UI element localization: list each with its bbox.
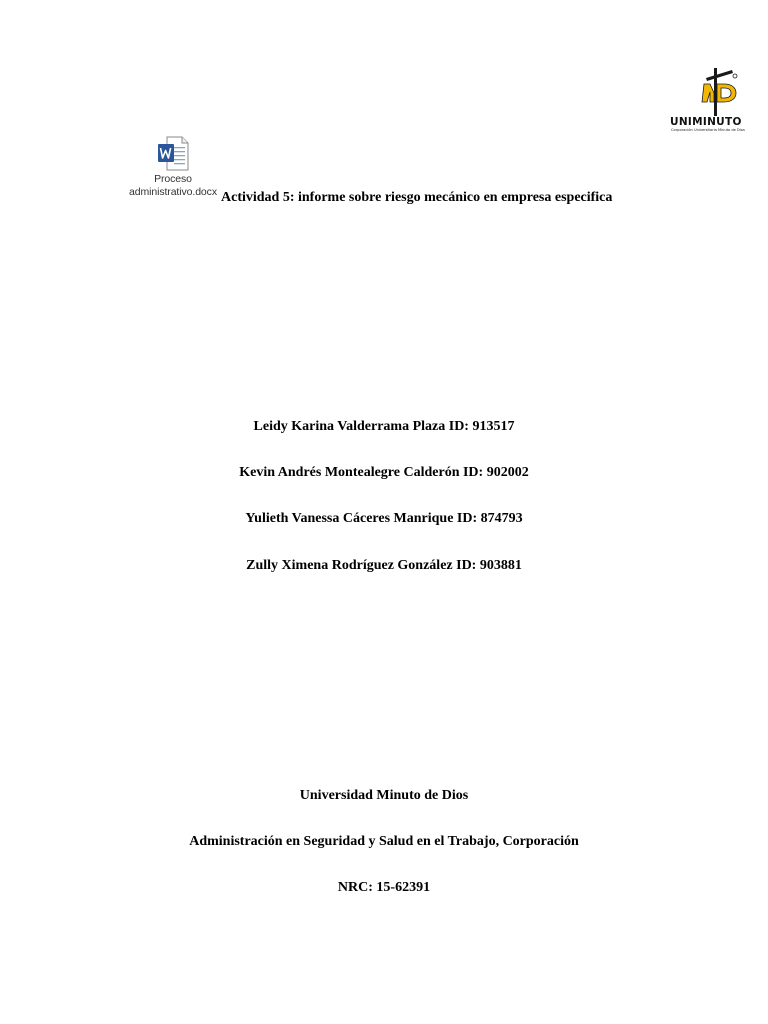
uniminuto-logo <box>668 66 768 138</box>
word-document-icon <box>157 136 189 172</box>
logo-wordmark: UNIMINUTO <box>670 116 742 128</box>
embedded-file-attachment[interactable] <box>118 136 228 199</box>
attachment-caption-line2: administrativo.docx <box>129 186 217 198</box>
nrc-code: NRC: 15-62391 <box>337 880 431 895</box>
logo-subtitle: Corporación Universitaria Minuto de Dios <box>671 128 745 132</box>
document-title: Actividad 5: informe sobre riesgo mecánico en empresa especifica <box>221 190 613 205</box>
author-line: Yulieth Vanessa Cáceres Manrique ID: 874793 <box>245 511 523 526</box>
author-line: Kevin Andrés Montealegre Calderón ID: 902002 <box>239 465 529 480</box>
program-name: Administración en Seguridad y Salud en el Trabajo, Corporación <box>189 834 579 849</box>
uniminuto-emblem-icon <box>668 66 768 116</box>
attachment-filename <box>118 173 228 199</box>
author-line: Zully Ximena Rodríguez González ID: 903881 <box>246 558 522 573</box>
institution-name: Universidad Minuto de Dios <box>299 788 469 803</box>
author-line: Leidy Karina Valderrama Plaza ID: 913517 <box>253 419 515 434</box>
attachment-caption-line1: Proceso <box>154 173 192 185</box>
